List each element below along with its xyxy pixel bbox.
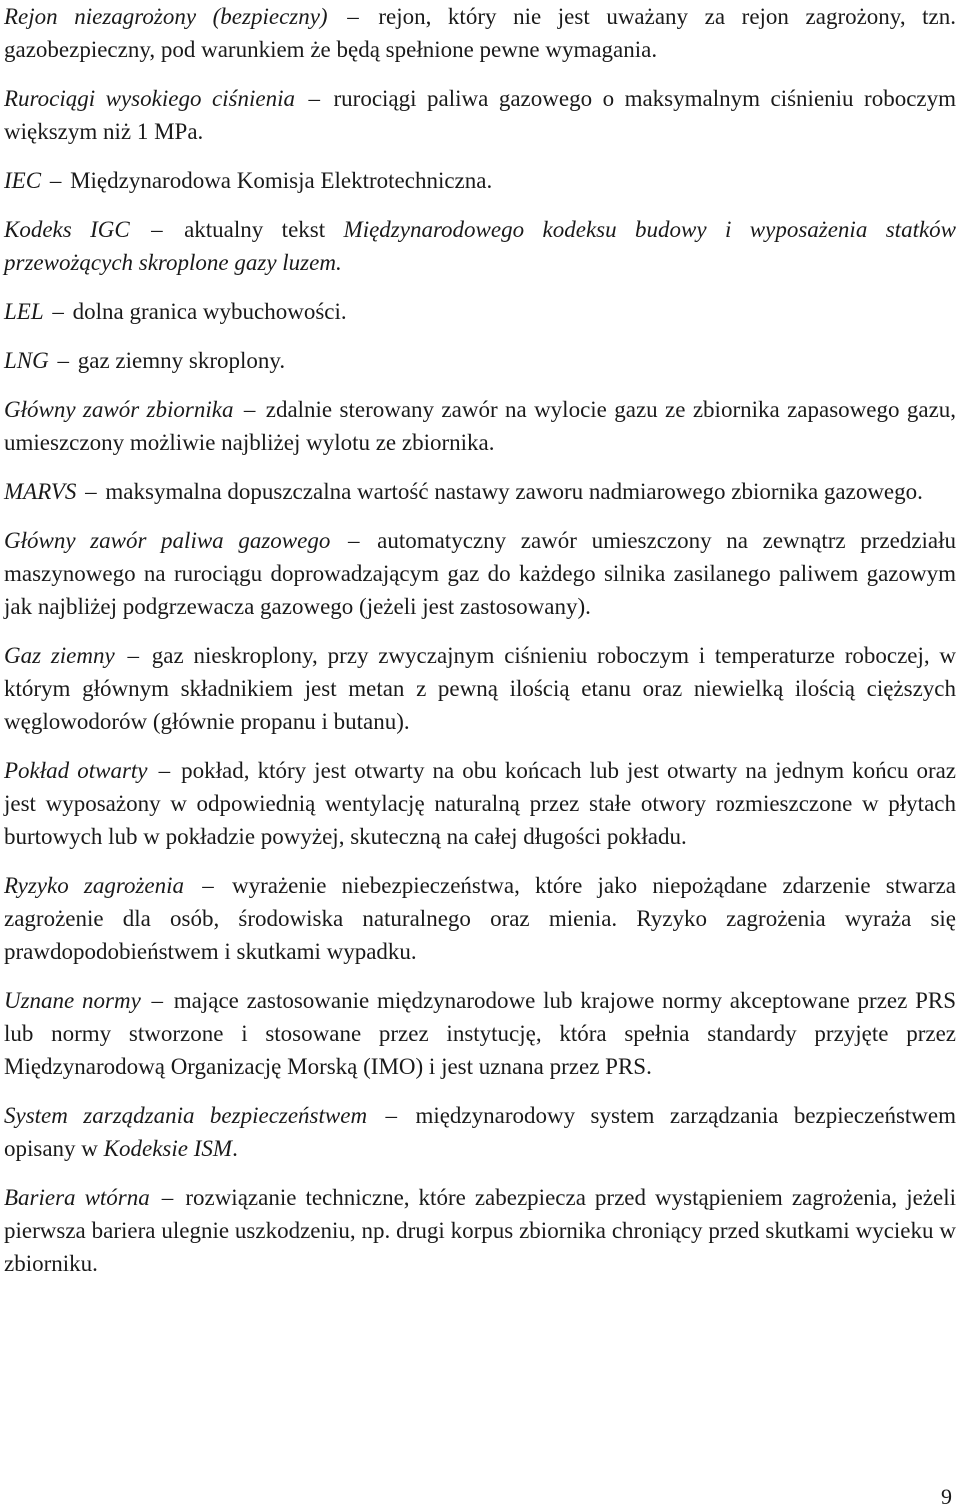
definition-ryzyko-zagrozenia [4,869,956,968]
definition-dash: – [202,873,214,898]
definition-term: IEC [4,168,42,193]
definition-marvs [4,475,956,508]
definition-dash: – [243,397,256,422]
definition-term: Gaz ziemny [4,643,115,668]
definition-body: międzynarodowy system zarządzania bezpieczeństwem opisany w [4,1103,957,1161]
definition-body: wyrażenie niebezpieczeństwa, które jako niepożądane zdarzenie stwarza zagrożenie dla osób, środowiska naturalnego oraz mienia. Ryzyko zagrożenia wyraża się prawdopodobieństwem i skutkami wypadku. [4,873,957,964]
definition-term: Rurociągi wysokiego ciśnienia [4,86,295,111]
definition-body: aktualny tekst [184,217,344,242]
definition-body: maksymalna dopuszczalna wartość nastawy zaworu nadmiarowego zbiornika gazowego. [105,479,923,504]
definition-dash: – [158,758,171,783]
definition-term: System zarządzania bezpieczeństwem [4,1103,368,1128]
definition-dash: – [127,643,139,668]
definition-dash: – [57,348,69,373]
definition-body: automatyczny zawór umieszczony na zewnątrz przedziału maszynowego na rurociągu doprowadzającym gaz do każdego silnika zasilanego paliwem gazowym jak najbliżej podgrzewacza gazowego (jeżeli jest zastosowany). [4,528,957,619]
definition-body: mające zastosowanie międzynarodowe lub krajowe normy akceptowane przez PRS lub normy stworzone i stosowane przez instytucję, która spełnia standardy przyjęte przez Międzynarodową Organizację Morską (IMO) i jest uznana przez PRS. [4,988,957,1079]
definition-term: Główny zawór zbiornika [4,397,234,422]
definition-body: zdalnie sterowany zawór na wylocie gazu ze zbiornika zapasowego gazu, umieszczony możliwie najbliżej wylotu ze zbiornika. [4,397,957,455]
definition-poklad-otwarty [4,754,956,853]
definition-body: rozwiązanie techniczne, które zabezpiecza przed wystąpieniem zagrożenia, jeżeli pierwsza bariera ulegnie uszkodzeniu, np. drugi korpus zbiornika chroniący przed skutkami wycieku w zbiorniku. [4,1185,956,1276]
definition-body: rurociągi paliwa gazowego o maksymalnym ciśnieniu roboczym większym niż 1 MPa. [4,86,957,144]
definition-term: Pokład otwarty [4,758,148,783]
definition-body: gaz nieskroplony, przy zwyczajnym ciśnieniu roboczym i temperaturze roboczej, w którym głównym składnikiem jest metan z pewną ilością etanu oraz niewielką ilością cięższych węglowodorów (głównie propanu i butanu). [4,643,957,734]
definition-term: LNG [4,348,49,373]
definition-body: gaz ziemny skroplony. [77,348,286,373]
definition-glowny-zawor-zbiornika [4,393,956,459]
definition-dash: – [49,168,62,193]
definition-body-italic: Międzynarodowego kodeksu budowy i wyposażenia statków przewożących skroplone gazy luzem. [4,217,957,275]
definition-dash: – [151,217,163,242]
definition-dash: – [151,988,164,1013]
definition-uznane-normy [4,984,956,1083]
definition-term: Uznane normy [4,988,141,1013]
definition-dash: – [85,479,97,504]
definition-term: Rejon niezagrożony (bezpieczny) [4,4,328,29]
definition-dash: – [385,1103,397,1128]
definition-term: Ryzyko zagrożenia [4,873,185,898]
definition-gaz-ziemny [4,639,956,738]
definition-body: dolna granica wybuchowości. [72,299,347,324]
definition-rejon-niezagrozony [4,0,956,66]
definition-body: rejon, który nie jest uważany za rejon zagrożony, tzn. gazobezpieczny, pod warunkiem że będą spełnione pewne wymagania. [4,4,957,62]
definition-kodeks-igc [4,213,956,279]
definition-lng [4,344,956,377]
definition-dash: – [347,528,360,553]
definition-dash: – [161,1185,174,1210]
definition-bariera-wtorna [4,1181,956,1280]
definition-term: LEL [4,299,44,324]
definition-term: Główny zawór paliwa gazowego [4,528,331,553]
definition-system-zarzadzania-bezpieczenstwem [4,1099,956,1165]
definition-body-italic: Kodeksie ISM [103,1136,233,1161]
definition-term: Bariera wtórna [4,1185,150,1210]
definition-glowny-zawor-paliwa-gazowego [4,524,956,623]
document-page [4,0,956,1280]
page-number: 9 [941,1484,952,1509]
definition-term: MARVS [4,479,77,504]
definition-iec [4,164,956,197]
definition-rurociagi-wysokiego-cisnienia [4,82,956,148]
definition-dash: – [52,299,64,324]
definition-lel [4,295,956,328]
definition-body-suffix: . [232,1136,238,1161]
definition-dash: – [347,4,359,29]
definition-term: Kodeks IGC [4,217,130,242]
definition-body: Międzynarodowa Komisja Elektrotechniczna. [70,168,493,193]
definition-body: pokład, który jest otwarty na obu końcach lub jest otwarty na jednym końcu oraz jest wyposażony w odpowiednią wentylację naturalną przez stałe otwory rozmieszczone w płytach burtowych lub w pokładzie powyżej, skuteczną na całej długości pokładu. [4,758,957,849]
definition-dash: – [308,86,320,111]
